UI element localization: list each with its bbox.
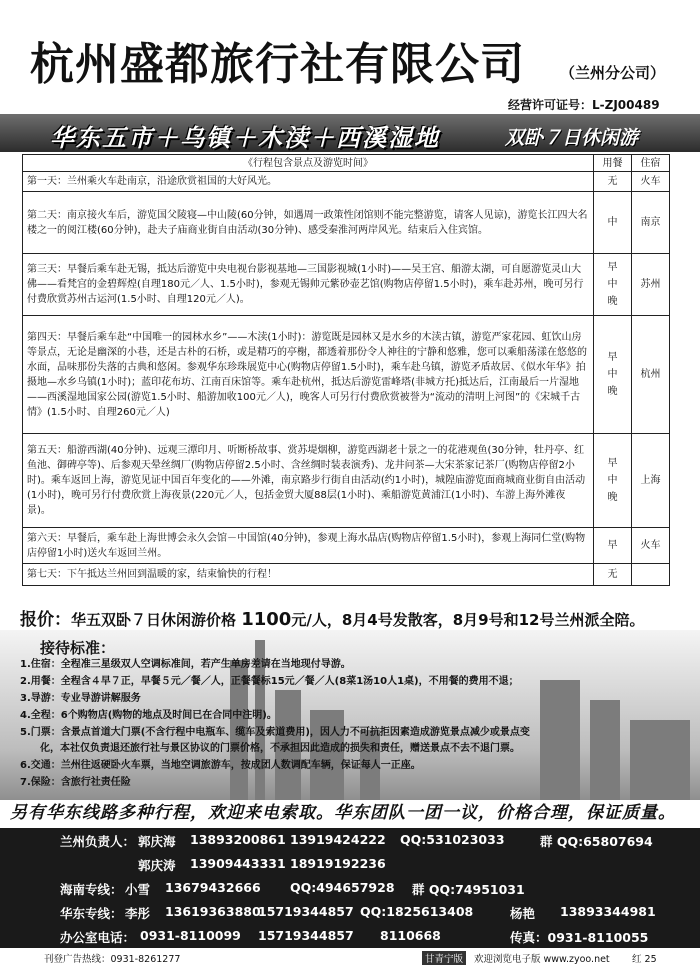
price-amount: 1100 (241, 609, 292, 630)
site-text: 欢迎浏览电子版 www.zyoo.net (474, 954, 610, 965)
standard-item: 2.用餐：全程含４早７正，早餐５元／餐／人，正餐餐标15元／餐／人(8菜1汤10人1桌)，不用餐的费用不退； (20, 676, 519, 687)
header-meal: 用餐 (594, 155, 632, 172)
day4-stay: 杭州 (632, 316, 670, 434)
contact-label: 华东专线： (60, 906, 123, 921)
route-title: 华东五市＋乌镇＋木渎＋西溪湿地 (50, 124, 440, 152)
day2-desc: 第二天：南京接火车后，游览国父陵寝—中山陵(60分钟，如遇周一政策性闭馆则不能完整游览，请客人见谅)，游览长江四大名楼之一的阅江楼(60分钟)，赴夫子庙商业街自由活动(30分钟)、感受秦淮河两岸风光。结束后入住宾馆。 (23, 192, 594, 254)
standard-item: 4.全程：6个购物店(购物的地点及时间已在合同中注明)。 (20, 710, 277, 721)
contact-label: 海南专线： (60, 882, 123, 897)
contact-phone: 15719344857 (258, 904, 354, 919)
ad-hotline: 刊登广告热线：0931-8261277 (44, 954, 181, 965)
day6-stay: 火车 (632, 528, 670, 564)
price-line (20, 605, 644, 630)
contact-phone: 13893344981 (560, 904, 656, 919)
standard-item: 3.导游：专业导游讲解服务 (20, 693, 141, 704)
day7-desc: 第七天：下午抵达兰州回到温暖的家，结束愉快的行程！ (23, 564, 594, 586)
company-name: 杭州盛都旅行社有限公司 (30, 39, 525, 90)
day6-meal: 早 (594, 528, 632, 564)
contact-phone: 0931-8110099 (140, 928, 241, 943)
day1-desc: 第一天：兰州乘火车赴南京，沿途欣赏祖国的大好风光。 (23, 172, 594, 192)
day1-stay: 火车 (632, 172, 670, 192)
contact-name: 郭庆涛 (138, 858, 176, 873)
standard-item: 1.住宿：全程准三星级双人空调标准间，若产生单房差请在当地现付导游。 (20, 659, 351, 670)
header-stay: 住宿 (632, 155, 670, 172)
branch-name: （兰州分公司） (560, 64, 666, 82)
contact-group-qq: 群 QQ:74951031 (412, 882, 525, 897)
contact-phone: 13619363880 (165, 904, 261, 919)
route-subtitle: 双卧７日休闲游 (505, 127, 639, 149)
day1-meal: 无 (594, 172, 632, 192)
edition-badge: 甘青宁版 (422, 951, 466, 965)
contact-name: 小雪 (125, 882, 151, 897)
day4-desc: 第四天：早餐后乘车赴“中国唯一的园林水乡”——木渎(1小时)：游览既是园林又是水乡的木渎古镇，游览严家花园、虹饮山房等景点，无论是幽深的小巷，还是古朴的石桥，或是精巧的亭榭，都透着那份令人神往的宁静和悠雅，您可以乘船荡漾在悠悠的水面，品味那份失落的古典和悠闲。参观华东珍珠展览中心(购物店停留1.5小时)，乘车赴乌镇，游览矛盾故居、《似水年华》拍摄地—水乡乌镇(1小时)；蓝印花布坊、江南百床馆等。乘车赴杭州，抵达后游览雷峰塔(非城方托)抵达后，江南最后一片湿地——西溪湿地国家公园(游览1.5小时、船游加收100元／人)，晚客人可另行付费欣赏被誉为“流动的清明上河图”的《宋城千古情》(1.5小时、自理260元／人) (23, 316, 594, 434)
standard-item: 化，本社仅负责退还旅行社与景区协议的门票价格，不承担因此造成的损失和责任，赠送景点不去不退门票。 (20, 743, 520, 754)
skyline-building (630, 720, 690, 800)
itinerary-table (22, 154, 670, 586)
itinerary-row-day3 (23, 254, 670, 316)
contact-name: 李彤 (125, 906, 151, 921)
skyline-building (540, 680, 580, 800)
contact-phone: 13679432666 (165, 880, 261, 895)
contact-phone: 13919424222 (290, 832, 386, 847)
price-text-b: 元/人，8月4号发散客，8月9号和12号兰州派全陪。 (291, 611, 645, 629)
day3-desc: 第三天：早餐后乘车赴无锡，抵达后游览中央电视台影视基地—三国影视城(1小时)——吴王宫、船游太湖，可自愿游览灵山大佛——看梵宫的金碧辉煌(自理180元／人、1.5小时)，参观无锡帅元紫砂壶艺馆(购物店停留1.5小时)，乘车赴苏州，晚可另行付费欣赏苏州古运河(1.5小时、自理120元／人)。 (23, 254, 594, 316)
header-desc: 《行程包含景点及游览时间》 (23, 155, 594, 172)
standard-item: 6.交通：兰州往返硬卧火车票，当地空调旅游车，按成团人数调配车辆，保证每人一正座。 (20, 760, 421, 771)
day2-meal: 中 (594, 192, 632, 254)
itinerary-row-day1 (23, 172, 670, 192)
footer (0, 950, 700, 965)
contact-fax: 传真：0931-8110055 (510, 930, 649, 945)
itinerary-row-day6 (23, 528, 670, 564)
day3-stay: 苏州 (632, 254, 670, 316)
day7-stay (632, 564, 670, 586)
license-number: 经营许可证号：L-ZJ00489 (508, 98, 660, 112)
itinerary-row-day5 (23, 434, 670, 528)
contact-qq: QQ:494657928 (290, 880, 395, 895)
day4-meal: 早 中 晚 (594, 316, 632, 434)
standard-item: 7.保险：含旅行社责任险 (20, 777, 131, 788)
day6-desc: 第六天：早餐后，乘车赴上海世博会永久会馆－中国馆(40分钟)，参观上海水晶店(购物店停留1.5小时)，参观上海同仁堂(购物店停留1小时)送火车返回兰州。 (23, 528, 594, 564)
day5-desc: 第五天：船游西湖(40分钟)、远观三潭印月、听断桥故事、赏苏堤烟柳，游览西湖老十景之一的花港观鱼(30分钟，牡丹亭、红鱼池、御碑亭等)、后参观天晕丝绸厂(购物店停留2.5小时、含丝绸时装表演秀)、龙井问茶—大宋茶家记茶厂(购物店停留2小时)。乘车返回上海，游览见证中国百年变化的——外滩，南京路步行街自由活动(约1小时)，城隍庙游览面商城商业街自由活动(1小时)，晚可另行付费欣赏上海夜景(220元／人，包括金贸大厦88层(1小时)、乘船游览黄浦江(1小时)、车游上海外滩夜景)。 (23, 434, 594, 528)
day5-stay: 上海 (632, 434, 670, 528)
price-text-a: 华五双卧７日休闲游价格 (71, 611, 242, 629)
header (0, 0, 700, 120)
page-number: 红 25 (632, 954, 657, 965)
standard-item: 5.门票：含景点首道大门票(不含行程中电瓶车、缆车及索道费用)，因人力不可抗拒因素造成游览景点减少或景点变 (20, 727, 530, 738)
contact-qq: QQ:1825613408 (360, 904, 474, 919)
contact-label: 兰州负责人： (60, 834, 136, 849)
itinerary-header-row (23, 155, 670, 172)
contact-label: 办公室电话： (60, 930, 136, 945)
day5-meal: 早 中 晚 (594, 434, 632, 528)
contact-phone: 13893200861 (190, 832, 286, 847)
contact-group-qq: 群 QQ:65807694 (540, 834, 653, 849)
contact-phone: 8110668 (380, 928, 441, 943)
itinerary-row-day2 (23, 192, 670, 254)
contact-name: 杨艳 (510, 906, 536, 921)
itinerary-row-day7 (23, 564, 670, 586)
contact-phone: 13909443331 (190, 856, 286, 871)
contact-phone: 15719344857 (258, 928, 354, 943)
price-lead: 报价： (20, 610, 71, 630)
contact-name: 郭庆海 (138, 834, 176, 849)
slogan: 另有华东线路多种行程，欢迎来电索取。华东团队一团一议，价格合理，保证质量。 (10, 803, 676, 823)
contact-phone: 18919192236 (290, 856, 386, 871)
day3-meal: 早 中 晚 (594, 254, 632, 316)
contacts-panel (0, 828, 700, 948)
contact-qq: QQ:531023033 (400, 832, 505, 847)
itinerary-row-day4 (23, 316, 670, 434)
skyline-building (590, 700, 620, 800)
standards-title: 接待标准： (40, 639, 116, 657)
day2-stay: 南京 (632, 192, 670, 254)
day7-meal: 无 (594, 564, 632, 586)
